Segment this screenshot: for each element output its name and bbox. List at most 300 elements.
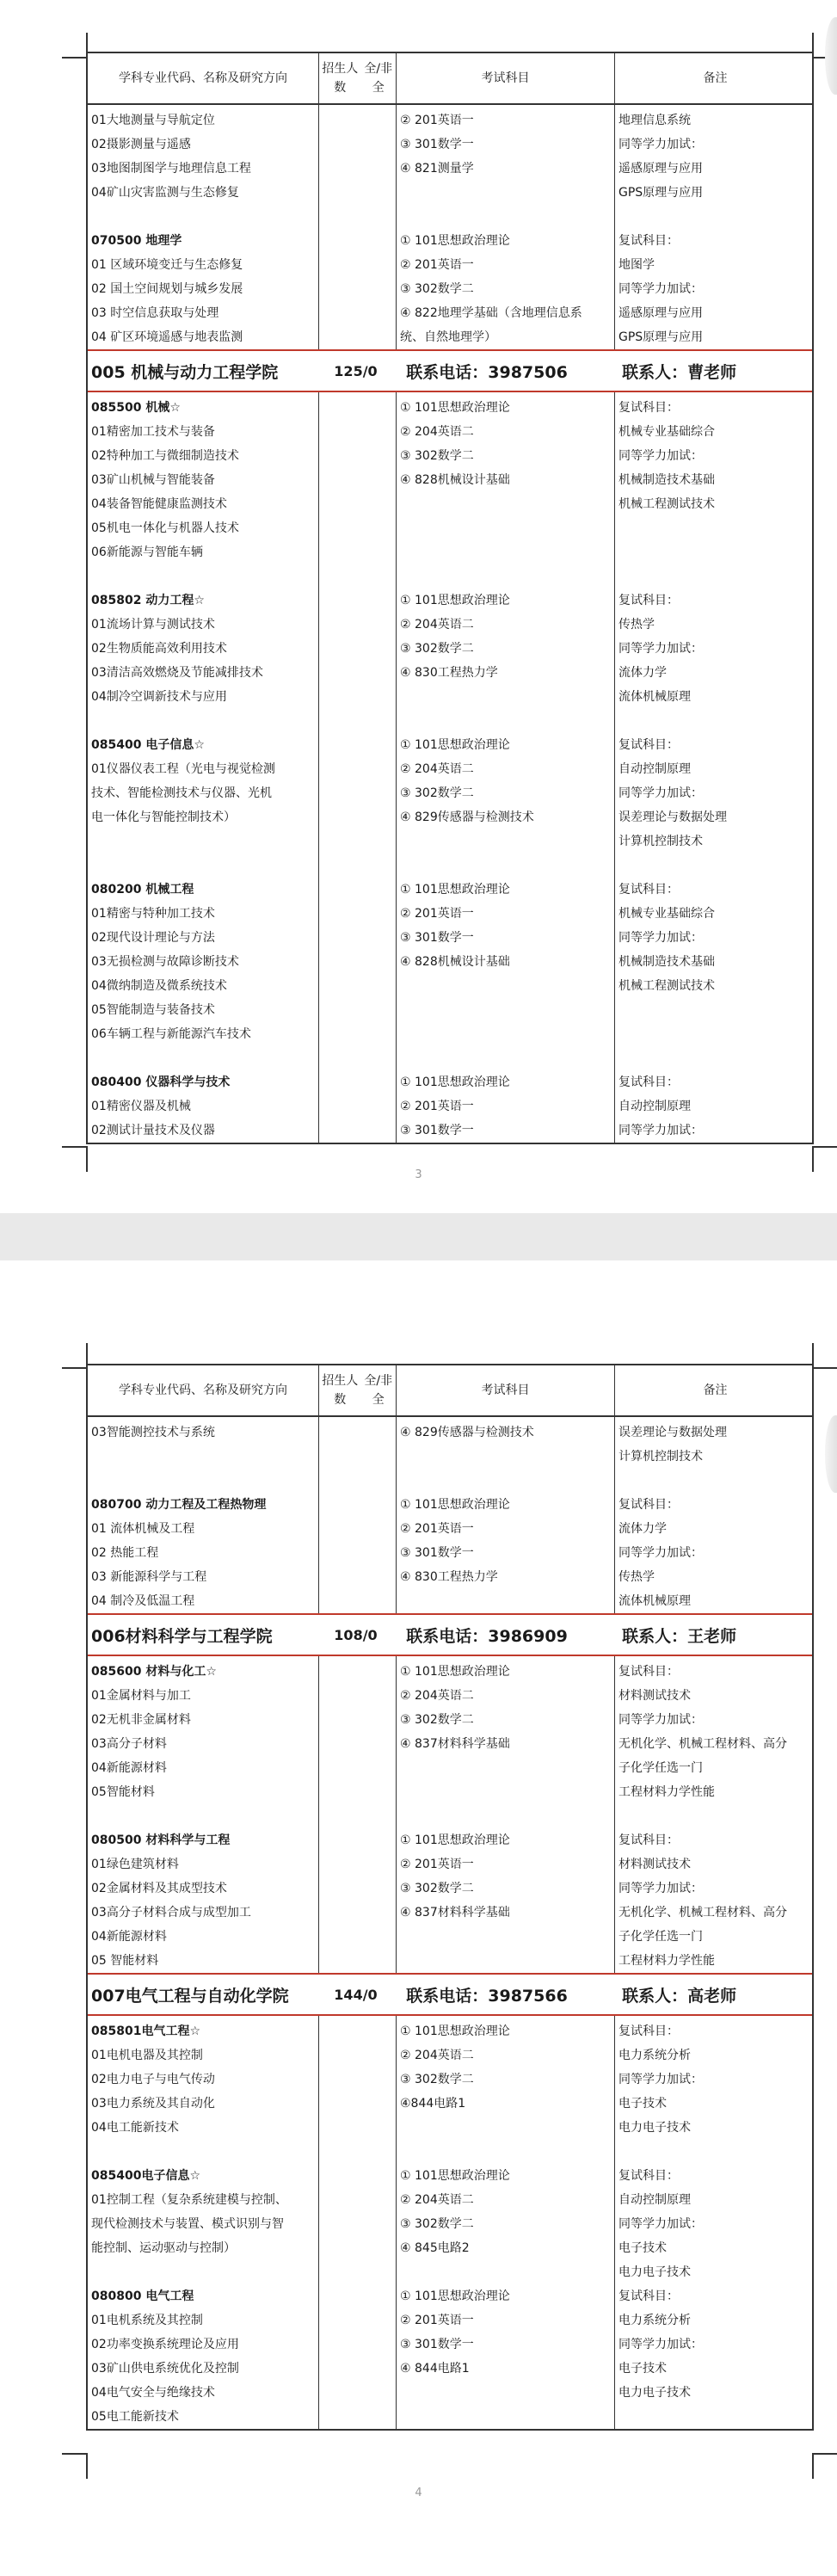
college-header-row [88, 349, 812, 392]
cell-line: 电力电子技术 [619, 2265, 691, 2279]
cell-line: 05智能材料 [91, 1785, 155, 1799]
blank-line [615, 998, 815, 1022]
cell-line: 复试科目： [619, 401, 679, 415]
cell-line: 能控制、运动驱动与控制） [91, 2241, 236, 2255]
blank-line [397, 540, 614, 564]
college-name: 006材料科学与工程学院 [91, 1626, 273, 1646]
cell-line: 085400电子信息☆ [91, 2169, 200, 2183]
blank-line [88, 854, 318, 878]
header-exam: 考试科目 [396, 1365, 614, 1415]
cell-line: 复试科目： [619, 738, 679, 752]
exam-column [396, 1656, 614, 1973]
cell-line: ② 201英语一 [400, 2314, 474, 2327]
cell-line: ② 201英语一 [400, 1100, 474, 1113]
cell-line: 同等学力加试： [619, 2338, 703, 2351]
blank-line [615, 1046, 815, 1070]
table-section [88, 2016, 812, 2429]
cell-line: GPS原理与应用 [619, 330, 704, 344]
blank-line [615, 854, 815, 878]
cell-line: ② 201英语一 [400, 1522, 474, 1536]
cell-line: 电力电子技术 [619, 2386, 691, 2400]
cell-line: ④ 837材料科学基础 [400, 1906, 510, 1920]
cell-line: 04装备智能健康监测技术 [91, 497, 227, 511]
document-page-3 [0, 0, 837, 1213]
cell-line: 080700 动力工程及工程热物理 [91, 1498, 267, 1512]
blank-line [397, 829, 614, 854]
cell-line: ③ 302数学二 [400, 1882, 474, 1895]
blank-line [397, 685, 614, 709]
program-column [88, 2016, 318, 2429]
cell-line: 05电工能新技术 [91, 2410, 179, 2424]
cell-line: 03智能测控技术与系统 [91, 1426, 215, 1439]
blank-line [397, 205, 614, 229]
cell-line: ③ 301数学一 [400, 1546, 474, 1560]
page-curl-shadow [825, 1415, 837, 1493]
cell-line: 无机化学、机械工程材料、高分 [619, 1906, 787, 1920]
cell-line: 自动控制原理 [619, 1100, 691, 1113]
cell-line: 流体机械原理 [619, 690, 691, 704]
cell-line: ① 101思想政治理论 [400, 1498, 510, 1512]
crop-mark-top-left [62, 1343, 88, 1369]
cell-line: 地理信息系统 [619, 114, 691, 127]
cell-line: 085801电气工程☆ [91, 2024, 200, 2038]
cell-line: 机械工程测试技术 [619, 497, 715, 511]
cell-line: 04电气安全与绝缘技术 [91, 2386, 215, 2400]
cell-line: 同等学力加试： [619, 2217, 703, 2231]
cell-line: ② 204英语二 [400, 762, 474, 776]
cell-line: 02电力电子与电气传动 [91, 2073, 215, 2086]
blank-line [615, 516, 815, 540]
blank-line [397, 2116, 614, 2140]
cell-line: ② 201英语一 [400, 114, 474, 127]
exam-column [396, 2016, 614, 2429]
cell-line: 085802 动力工程☆ [91, 594, 205, 607]
cell-line: ① 101思想政治理论 [400, 1665, 510, 1679]
cell-line: ② 204英语二 [400, 2193, 474, 2207]
blank-line [397, 854, 614, 878]
table-header-row [88, 53, 812, 105]
header-remarks: 备注 [614, 53, 815, 103]
cell-line: 无机化学、机械工程材料、高分 [619, 1737, 787, 1751]
cell-line: 流体力学 [619, 666, 667, 680]
cell-line: 01精密与特种加工技术 [91, 907, 215, 921]
crop-mark-bottom-right [812, 2453, 837, 2479]
blank-line [397, 2140, 614, 2164]
cell-line: ① 101思想政治理论 [400, 2289, 510, 2303]
table-section [88, 392, 812, 1143]
cell-line: 机械制造技术基础 [619, 473, 715, 487]
cell-line: 04新能源材料 [91, 1930, 167, 1944]
cell-line: 自动控制原理 [619, 2193, 691, 2207]
table-section [88, 1656, 812, 1973]
cell-line: ① 101思想政治理论 [400, 738, 510, 752]
cell-line: ③ 301数学一 [400, 931, 474, 945]
cell-line: ③ 302数学二 [400, 1713, 474, 1727]
cell-line: ④ 845电路2 [400, 2241, 470, 2255]
cell-line: GPS原理与应用 [619, 186, 704, 200]
blank-line [397, 181, 614, 205]
cell-line: 同等学力加试： [619, 1713, 703, 1727]
cell-line: 电子技术 [619, 2097, 667, 2111]
cell-line: ① 101思想政治理论 [400, 1075, 510, 1089]
exam-column [396, 105, 614, 349]
blank-line [88, 709, 318, 733]
cell-line: ③ 302数学二 [400, 282, 474, 296]
cell-line: ④ 822地理学基础（含地理信息系 [400, 306, 582, 320]
cell-line: 01金属材料与加工 [91, 1689, 191, 1703]
cell-line: ④ 837材料科学基础 [400, 1737, 510, 1751]
blank-line [397, 1046, 614, 1070]
cell-line: 01大地测量与导航定位 [91, 114, 215, 127]
cell-line: 05 智能材料 [91, 1954, 159, 1968]
cell-line: ④844电路1 [400, 2097, 466, 2111]
cell-line: 02测试计量技术及仪器 [91, 1124, 215, 1137]
cell-line: 复试科目： [619, 2289, 679, 2303]
cell-line: 03无损检测与故障诊断技术 [91, 955, 239, 969]
header-remarks: 备注 [614, 1365, 815, 1415]
exam-column [396, 1417, 614, 1613]
cell-line: 传热学 [619, 1570, 655, 1584]
cell-line: ① 101思想政治理论 [400, 883, 510, 897]
cell-line: ② 204英语二 [400, 1689, 474, 1703]
cell-line: 工程材料力学性能 [619, 1785, 715, 1799]
cell-line: 流体力学 [619, 1522, 667, 1536]
program-column [88, 1417, 318, 1613]
college-name: 007电气工程与自动化学院 [91, 1986, 289, 2006]
exam-column [396, 392, 614, 1143]
blank-line [397, 974, 614, 998]
header-quota: 招生人数 全/非全 [318, 53, 396, 103]
cell-line: 01精密仪器及机械 [91, 1100, 191, 1113]
cell-line: 03 时空信息获取与处理 [91, 306, 219, 320]
cell-line: 02无机非金属材料 [91, 1713, 191, 1727]
cell-line: ③ 301数学一 [400, 1124, 474, 1137]
cell-line: 085400 电子信息☆ [91, 738, 205, 752]
blank-line [615, 1022, 815, 1046]
cell-line: 电子技术 [619, 2241, 667, 2255]
cell-line: ① 101思想政治理论 [400, 594, 510, 607]
blank-line [88, 1469, 318, 1493]
college-contact: 联系人：王老师 [622, 1626, 737, 1646]
cell-line: ③ 302数学二 [400, 2217, 474, 2231]
cell-line: 02 热能工程 [91, 1546, 159, 1560]
blank-line [397, 1469, 614, 1493]
cell-line: ③ 302数学二 [400, 2073, 474, 2086]
cell-line: 06新能源与智能车辆 [91, 545, 203, 559]
cell-line: 复试科目： [619, 1665, 679, 1679]
cell-line: 080400 仪器科学与技术 [91, 1075, 231, 1089]
table-section [88, 1417, 812, 1613]
cell-line: 03矿山供电系统优化及控制 [91, 2362, 239, 2376]
program-column [88, 105, 318, 349]
college-header-row [88, 1613, 812, 1656]
blank-line [397, 1445, 614, 1469]
header-quota: 招生人数 全/非全 [318, 1365, 396, 1415]
cell-line: 误差理论与数据处理 [619, 1426, 727, 1439]
cell-line: 同等学力加试： [619, 1124, 703, 1137]
cell-line: 工程材料力学性能 [619, 1954, 715, 1968]
remarks-column [614, 1656, 815, 1973]
remarks-column [614, 392, 815, 1143]
cell-line: ④ 821测量学 [400, 162, 474, 176]
blank-line [88, 564, 318, 589]
cell-line: 03 新能源科学与工程 [91, 1570, 207, 1584]
cell-line: 复试科目： [619, 2024, 679, 2038]
cell-line: 复试科目： [619, 1075, 679, 1089]
document-page-4 [0, 1260, 837, 2576]
cell-line: 04矿山灾害监测与生态修复 [91, 186, 239, 200]
remarks-column [614, 1417, 815, 1613]
cell-line: 070500 地理学 [91, 234, 182, 248]
page-curl-shadow [825, 17, 837, 95]
quota-column [318, 392, 396, 1143]
cell-line: 技术、智能检测技术与仪器、光机 [91, 786, 272, 800]
blank-line [615, 540, 815, 564]
table-section [88, 105, 812, 349]
cell-line: ③ 302数学二 [400, 786, 474, 800]
cell-line: 计算机控制技术 [619, 835, 703, 848]
blank-line [397, 1022, 614, 1046]
cell-line: ④ 828机械设计基础 [400, 955, 510, 969]
cell-line: ② 201英语一 [400, 1858, 474, 1871]
cell-line: ① 101思想政治理论 [400, 2169, 510, 2183]
crop-mark-top-right [812, 1343, 837, 1369]
blank-line [615, 564, 815, 589]
cell-line: ③ 302数学二 [400, 642, 474, 656]
cell-line: 子化学任选一门 [619, 1761, 703, 1775]
cell-line: 01绿色建筑材料 [91, 1858, 179, 1871]
college-contact: 联系人：高老师 [622, 1986, 737, 2006]
cell-line: 01仪器仪表工程（光电与视觉检测 [91, 762, 275, 776]
cell-line: ④ 829传感器与检测技术 [400, 810, 534, 824]
cell-line: 04制冷空调新技术与应用 [91, 690, 227, 704]
cell-line: 机械专业基础综合 [619, 425, 715, 439]
cell-line: 01 区域环境变迁与生态修复 [91, 258, 243, 272]
cell-line: 04电工能新技术 [91, 2121, 179, 2135]
admissions-table [86, 52, 814, 1144]
cell-line: 材料测试技术 [619, 1858, 691, 1871]
cell-line: 01电机系统及其控制 [91, 2314, 203, 2327]
cell-line: 子化学任选一门 [619, 1930, 703, 1944]
cell-line: 电力系统分析 [619, 2314, 691, 2327]
header-exam: 考试科目 [396, 53, 614, 103]
cell-line: 复试科目： [619, 1498, 679, 1512]
cell-line: ② 204英语二 [400, 425, 474, 439]
cell-line: ① 101思想政治理论 [400, 1833, 510, 1847]
cell-line: 复试科目： [619, 2169, 679, 2183]
crop-mark-bottom-left [62, 2453, 88, 2479]
cell-line: 03矿山机械与智能装备 [91, 473, 215, 487]
college-quota: 108/0 [334, 1626, 378, 1643]
cell-line: 02生物质能高效利用技术 [91, 642, 227, 656]
blank-line [88, 205, 318, 229]
cell-line: 02现代设计理论与方法 [91, 931, 215, 945]
blank-line [397, 2381, 614, 2405]
blank-line [397, 564, 614, 589]
blank-line [88, 1804, 318, 1828]
cell-line: 同等学力加试： [619, 1546, 703, 1560]
blank-line [88, 1445, 318, 1469]
college-header-row [88, 1973, 812, 2016]
cell-line: 04微纳制造及微系统技术 [91, 979, 227, 993]
cell-line: 同等学力加试： [619, 642, 703, 656]
cell-line: 02 国土空间规划与城乡发展 [91, 282, 243, 296]
cell-line: 01流场计算与测试技术 [91, 618, 215, 632]
cell-line: 085600 材料与化工☆ [91, 1665, 217, 1679]
blank-line [397, 1949, 614, 1973]
cell-line: 流体机械原理 [619, 1594, 691, 1608]
cell-line: ① 101思想政治理论 [400, 401, 510, 415]
cell-line: 同等学力加试： [619, 2073, 703, 2086]
cell-line: ④ 828机械设计基础 [400, 473, 510, 487]
cell-line: ① 101思想政治理论 [400, 2024, 510, 2038]
cell-line: 06车辆工程与新能源汽车技术 [91, 1027, 251, 1041]
cell-line: 同等学力加试： [619, 282, 703, 296]
blank-line [615, 1804, 815, 1828]
cell-line: 电力系统分析 [619, 2049, 691, 2062]
cell-line: 01控制工程（复杂系统建模与控制、 [91, 2193, 287, 2207]
cell-line: 03高分子材料合成与成型加工 [91, 1906, 251, 1920]
blank-line [615, 1469, 815, 1493]
cell-line: 同等学力加试： [619, 449, 703, 463]
blank-line [615, 709, 815, 733]
cell-line: 同等学力加试： [619, 138, 703, 151]
blank-line [397, 1780, 614, 1804]
college-name: 005 机械与动力工程学院 [91, 362, 279, 382]
blank-line [615, 2140, 815, 2164]
cell-line: 080800 电气工程 [91, 2289, 194, 2303]
cell-line: 04 制冷及低温工程 [91, 1594, 195, 1608]
crop-mark-top-left [62, 33, 88, 59]
quota-column [318, 1417, 396, 1613]
cell-line: ③ 302数学二 [400, 449, 474, 463]
blank-line [615, 2405, 815, 2429]
cell-line: 电一体化与智能控制技术） [91, 810, 236, 824]
header-program: 学科专业代码、名称及研究方向 [119, 1384, 287, 1397]
cell-line: 材料测试技术 [619, 1689, 691, 1703]
college-phone: 联系电话：3987566 [406, 1986, 568, 2006]
cell-line: ③ 301数学一 [400, 2338, 474, 2351]
cell-line: 02金属材料及其成型技术 [91, 1882, 227, 1895]
cell-line: ② 204英语二 [400, 2049, 474, 2062]
cell-line: 080500 材料科学与工程 [91, 1833, 231, 1847]
blank-line [397, 1589, 614, 1613]
college-quota: 144/0 [334, 1986, 378, 2003]
cell-line: 统、自然地理学） [400, 330, 496, 344]
header-program: 学科专业代码、名称及研究方向 [119, 71, 287, 85]
cell-line: ④ 844电路1 [400, 2362, 470, 2376]
cell-line: 电力电子技术 [619, 2121, 691, 2135]
remarks-column [614, 105, 815, 349]
cell-line: 传热学 [619, 618, 655, 632]
program-column [88, 392, 318, 1143]
cell-line: ② 204英语二 [400, 618, 474, 632]
cell-line: ② 201英语一 [400, 907, 474, 921]
quota-column [318, 105, 396, 349]
cell-line: ① 101思想政治理论 [400, 234, 510, 248]
cell-line: 05智能制造与装备技术 [91, 1003, 215, 1017]
blank-line [615, 205, 815, 229]
table-header-row [88, 1365, 812, 1417]
cell-line: 电子技术 [619, 2362, 667, 2376]
blank-line [397, 1756, 614, 1780]
college-phone: 联系电话：3986909 [406, 1626, 568, 1646]
cell-line: 03电力系统及其自动化 [91, 2097, 215, 2111]
blank-line [397, 1804, 614, 1828]
cell-line: 现代检测技术与装置、模式识别与智 [91, 2217, 284, 2231]
cell-line: 复试科目： [619, 883, 679, 897]
cell-line: 误差理论与数据处理 [619, 810, 727, 824]
blank-line [397, 709, 614, 733]
college-quota: 125/0 [334, 362, 378, 379]
cell-line: 02功率变换系统理论及应用 [91, 2338, 239, 2351]
blank-line [397, 2405, 614, 2429]
cell-line: 03高分子材料 [91, 1737, 167, 1751]
cell-line: 03地图制图学与地理信息工程 [91, 162, 251, 176]
cell-line: 计算机控制技术 [619, 1450, 703, 1464]
cell-line: 04 矿区环境遥感与地表监测 [91, 330, 243, 344]
page-number: 3 [415, 1168, 422, 1181]
cell-line: ④ 830工程热力学 [400, 1570, 498, 1584]
cell-line: 01电机电器及其控制 [91, 2049, 203, 2062]
college-contact: 联系人：曹老师 [622, 362, 737, 382]
admissions-table [86, 1364, 814, 2431]
blank-line [397, 516, 614, 540]
college-phone: 联系电话：3987506 [406, 362, 568, 382]
cell-line: 同等学力加试： [619, 1882, 703, 1895]
cell-line: 复试科目： [619, 594, 679, 607]
cell-line: ② 201英语一 [400, 258, 474, 272]
cell-line: 02特种加工与微细制造技术 [91, 449, 239, 463]
quota-column [318, 1656, 396, 1973]
cell-line: 080200 机械工程 [91, 883, 194, 897]
blank-line [397, 2260, 614, 2284]
program-column [88, 1656, 318, 1973]
cell-line: 机械制造技术基础 [619, 955, 715, 969]
quota-column [318, 2016, 396, 2429]
cell-line: 机械工程测试技术 [619, 979, 715, 993]
blank-line [397, 998, 614, 1022]
cell-line: 地图学 [619, 258, 655, 272]
cell-line: 同等学力加试： [619, 931, 703, 945]
blank-line [397, 492, 614, 516]
blank-line [88, 829, 318, 854]
cell-line: ④ 829传感器与检测技术 [400, 1426, 534, 1439]
cell-line: 085500 机械☆ [91, 401, 181, 415]
cell-line: 03清洁高效燃烧及节能减排技术 [91, 666, 263, 680]
cell-line: ④ 830工程热力学 [400, 666, 498, 680]
cell-line: 02摄影测量与遥感 [91, 138, 191, 151]
cell-line: 复试科目： [619, 234, 679, 248]
page-number: 4 [415, 2487, 422, 2499]
blank-line [88, 1046, 318, 1070]
blank-line [397, 1925, 614, 1949]
cell-line: 04新能源材料 [91, 1761, 167, 1775]
cell-line: 05机电一体化与机器人技术 [91, 521, 239, 535]
cell-line: 遥感原理与应用 [619, 306, 703, 320]
cell-line: 01 流体机械及工程 [91, 1522, 195, 1536]
blank-line [88, 2140, 318, 2164]
cell-line: 复试科目： [619, 1833, 679, 1847]
cell-line: 遥感原理与应用 [619, 162, 703, 176]
remarks-column [614, 2016, 815, 2429]
cell-line: ③ 301数学一 [400, 138, 474, 151]
cell-line: 自动控制原理 [619, 762, 691, 776]
cell-line: 01精密加工技术与装备 [91, 425, 215, 439]
cell-line: 机械专业基础综合 [619, 907, 715, 921]
blank-line [88, 2260, 318, 2284]
cell-line: 同等学力加试： [619, 786, 703, 800]
